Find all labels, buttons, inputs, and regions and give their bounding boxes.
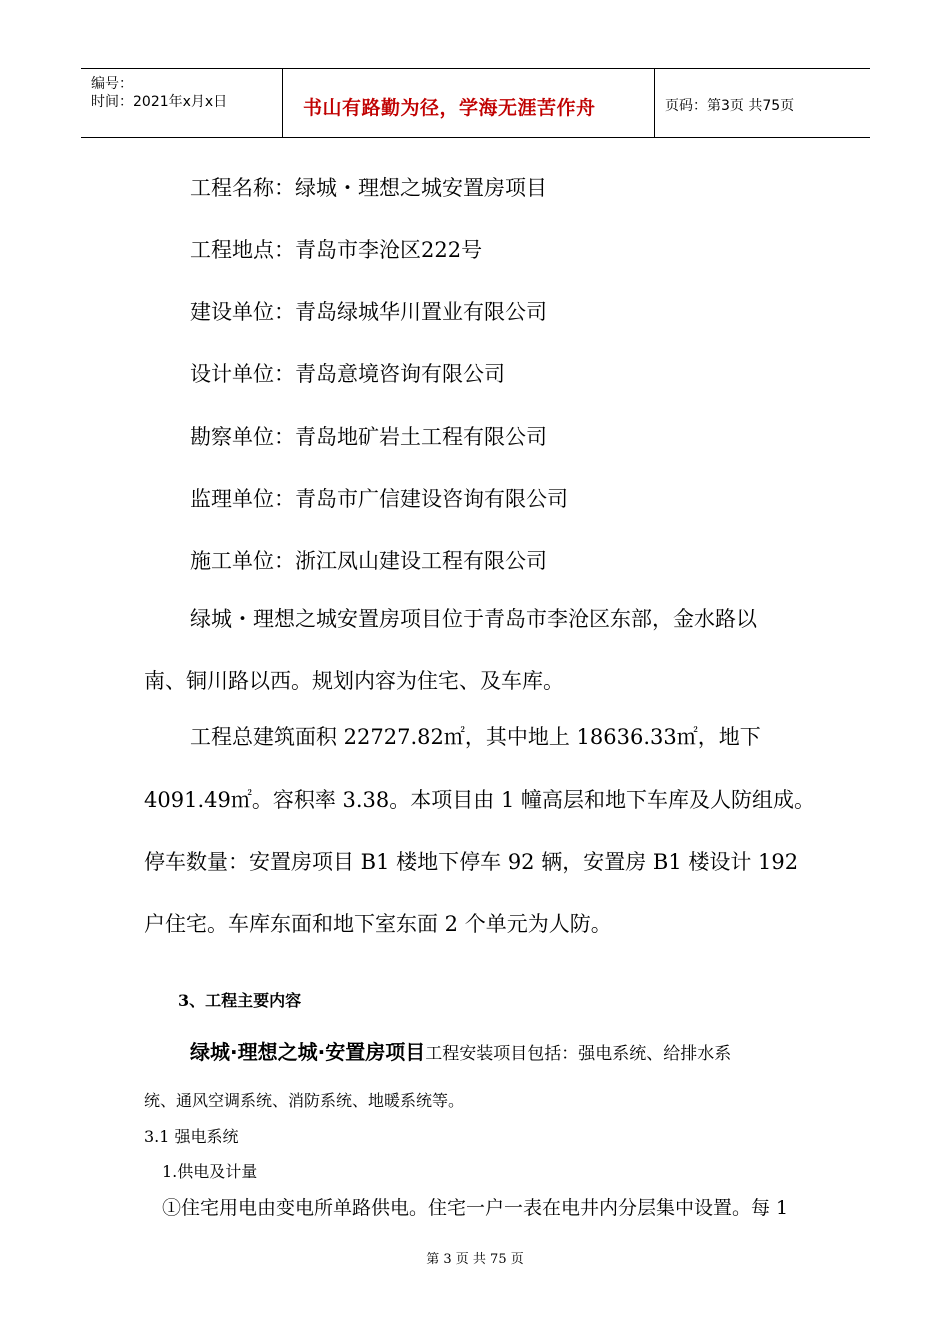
header-motto: 书山有路勤为径，学海无涯苦作舟 [303,97,596,119]
info-survey-unit: 勘察单位：青岛地矿岩土工程有限公司 [190,425,547,449]
paragraph-line: 停车数量：安置房项目 B1 楼地下停车 92 辆，安置房 B1 楼设计 192 [144,850,799,874]
paragraph-line: 绿城・理想之城安置房项目位于青岛市李沧区东部，金水路以 [190,607,757,631]
subsubsection-heading: 1.供电及计量 [162,1162,258,1181]
header-table [81,68,870,138]
header-page-label: 页码：第3页 共75页 [665,98,795,114]
info-project-name: 工程名称：绿城・理想之城安置房项目 [190,176,547,200]
subsection-heading: 3.1 强电系统 [144,1127,239,1146]
list-item-1: ①住宅用电由变电所单路供电。住宅一户一表在电井内分层集中设置。每 1 [162,1197,789,1219]
paragraph-line: 南、铜川路以西。规划内容为住宅、及车库。 [144,669,564,693]
section-title: 3、工程主要内容 [178,991,302,1010]
header-right-cell [655,69,870,137]
doc-number-label: 编号： [91,76,133,92]
info-contractor-unit: 施工单位：浙江凤山建设工程有限公司 [190,549,547,573]
doc-time-label: 时间：2021年x月x日 [91,94,228,110]
paragraph-line: 工程总建筑面积 22727.82㎡，其中地上 18636.33㎡，地下 [190,725,761,749]
paragraph-line: 4091.49㎡。容积率 3.38。本项目由 1 幢高层和地下车库及人防组成。 [144,788,815,812]
paragraph-line: 户住宅。车库东面和地下室东面 2 个单元为人防。 [144,912,612,936]
header-middle-cell [283,69,655,137]
info-supervision-unit: 监理单位：青岛市广信建设咨询有限公司 [190,487,568,511]
section-lead-continued: 统、通风空调系统、消防系统、地暖系统等。 [144,1091,465,1110]
info-design-unit: 设计单位：青岛意境咨询有限公司 [190,362,505,386]
section-lead-project: 绿城·理想之城·安置房项目 [190,1040,426,1064]
info-construction-unit: 建设单位：青岛绿城华川置业有限公司 [190,300,547,324]
header-left-cell [81,69,283,137]
info-project-location: 工程地点：青岛市李沧区222号 [190,238,483,262]
section-lead [190,1036,731,1065]
page-footer: 第 3 页 共 75 页 [426,1252,524,1267]
section-lead-text: 工程安装项目包括：强电系统、给排水系 [425,1044,732,1064]
